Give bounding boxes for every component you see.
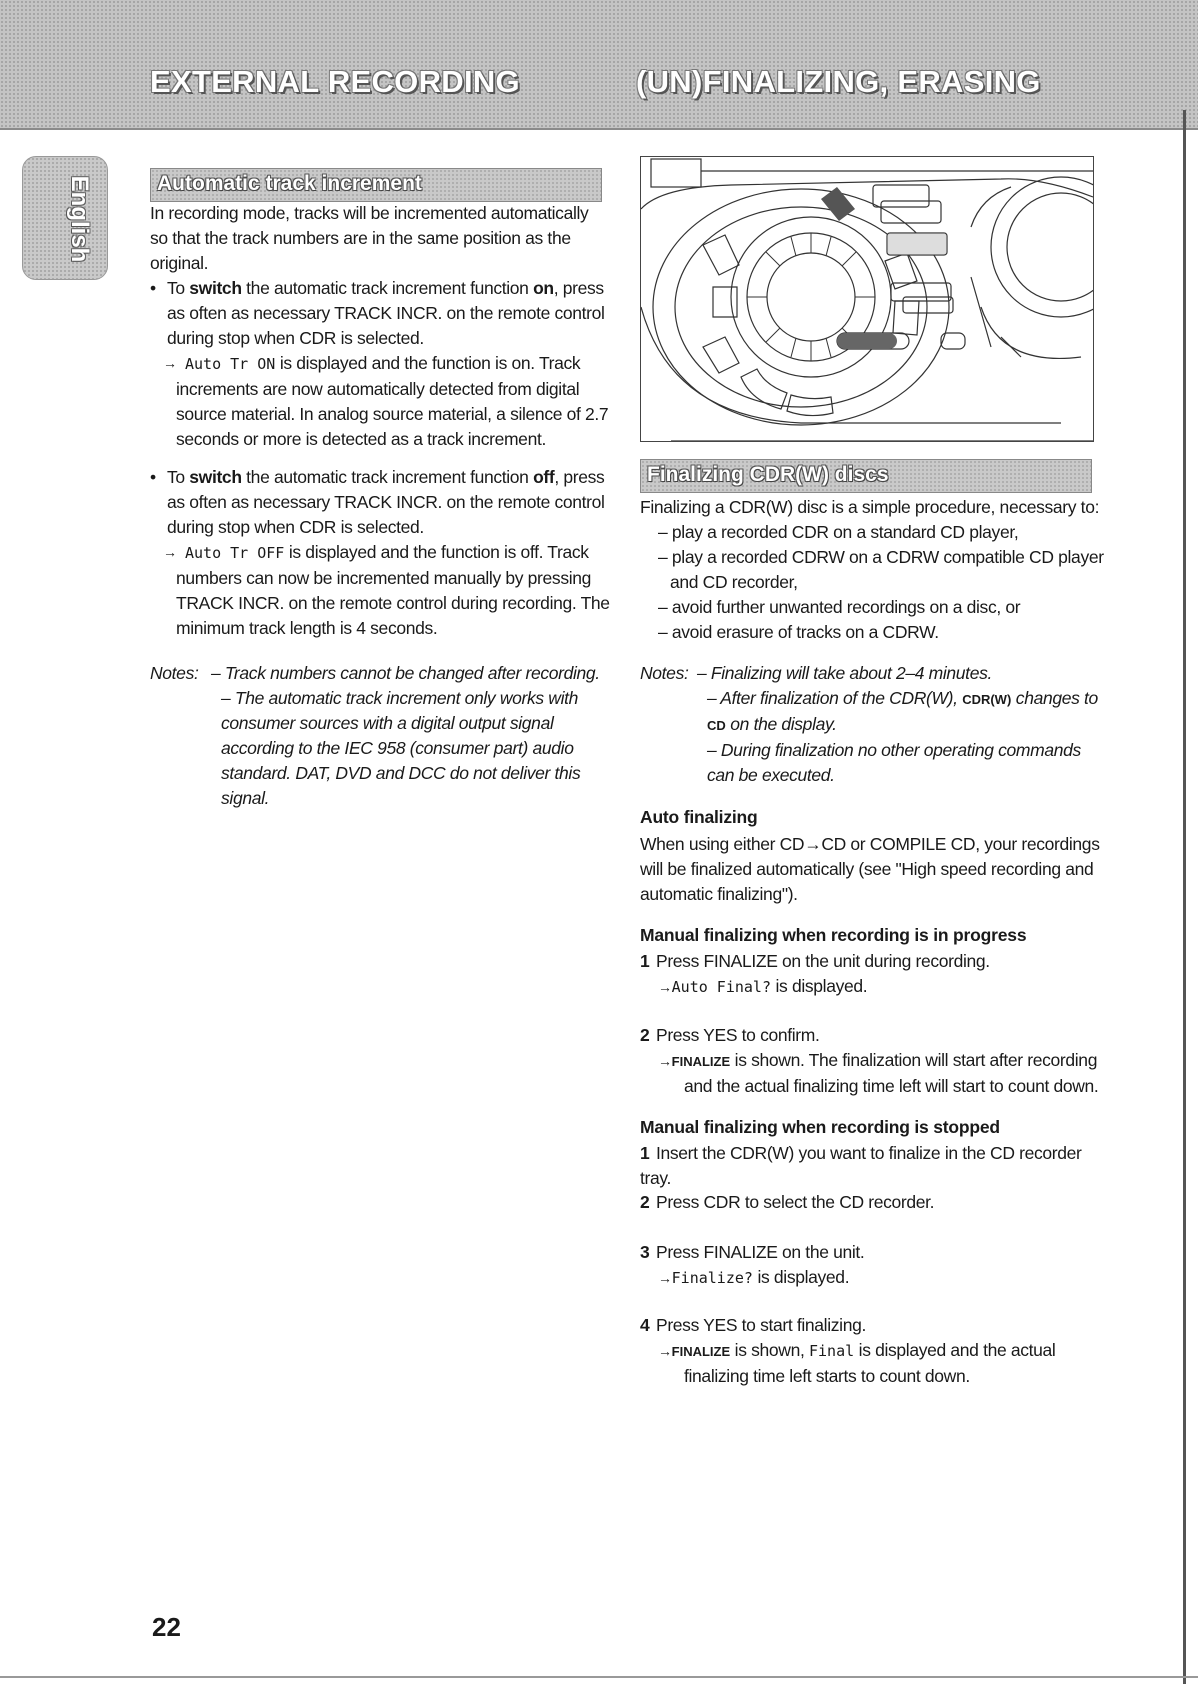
language-tab-label: English xyxy=(66,175,93,263)
intro-paragraph: In recording mode, tracks will be incremented automatically so that the track numbers are in the same position as the original. xyxy=(150,203,589,273)
finalizing-intro: Finalizing a CDR(W) disc is a simple procedure, necessary to: – play a recorded CDR on a standard CD player, – play a recorded CDRW on a CDRW compatible CD player and CD recorder, – avoid further unwanted recordings on a disc, or – avoid erasure of tracks on a CDRW. xyxy=(640,495,1110,645)
section-header-finalizing xyxy=(640,459,1092,493)
subheading-auto-finalizing: Auto finalizing xyxy=(640,807,758,827)
header-title-right: (UN)FINALIZING, ERASING xyxy=(636,64,1041,99)
display-readout: Auto Final? xyxy=(671,978,771,996)
scan-edge-line xyxy=(1183,110,1186,1684)
display-readout: FINALIZE xyxy=(671,1054,731,1069)
arrow-icon: → xyxy=(163,355,177,371)
notes-list xyxy=(211,661,606,811)
language-tab xyxy=(22,156,108,280)
arrow-icon: → xyxy=(658,1343,672,1359)
section-title: Finalizing CDR(W) discs xyxy=(647,463,889,486)
note-item: – Finalizing will take about 2–4 minutes. xyxy=(697,663,992,683)
note-item: – Track numbers cannot be changed after recording. xyxy=(211,663,600,683)
display-readout: Auto Tr ON xyxy=(185,355,276,373)
stopped-step-2: 2 Press CDR to select the CD recorder. xyxy=(640,1192,935,1212)
section-title: Automatic track increment xyxy=(157,172,422,195)
page-number: 22 xyxy=(152,1612,181,1642)
stopped-step-4: 4 Press YES to start finalizing. →FINALIZE is shown, Final is displayed and the actual finalizing time left starts to count down. xyxy=(640,1315,1056,1386)
progress-step-2: 2 Press YES to confirm. →FINALIZE is shown. The finalization will start after recording and the actual finalizing time left will start to count down. xyxy=(640,1025,1099,1096)
bullet-switch-on: • To switch the automatic track increment function on, press as often as necessary TRACK INCR. on the remote control during stop when CDR is selected. → Auto Tr ON is displayed and the function is on. Track increments are now automatically detected from digital source material. In analog source material, a silence of 2.7 seconds or more is detected as a track increment. xyxy=(150,278,609,449)
notes-list xyxy=(697,661,1107,788)
stopped-step-1: 1 Insert the CDR(W) you want to finalize in the CD recorder tray. xyxy=(640,1143,1082,1188)
display-readout: Auto Tr OFF xyxy=(185,544,285,562)
notes-label: Notes: xyxy=(640,663,689,683)
display-readout: Finalize? xyxy=(671,1269,753,1287)
dash-item: – play a recorded CDR on a standard CD player, xyxy=(658,522,1019,542)
stopped-step-3: 3 Press FINALIZE on the unit. →Finalize? is displayed. xyxy=(640,1242,865,1287)
device-panel-drawing xyxy=(641,157,1093,441)
auto-finalizing-text: When using either CD→CD or COMPILE CD, your recordings will be finalized automatically (see "High speed recording and automatic finalizing"). xyxy=(640,834,1100,904)
note-item: – The automatic track increment only works with consumer sources with a digital output signal according to the IEC 958 (consumer part) audio standard. DAT, DVD and DCC do not deliver this signal. xyxy=(221,688,581,808)
note-item: – After finalization of the CDR(W), CDR(W) changes to CD on the display. xyxy=(707,688,1098,734)
subheading-manual-in-progress: Manual finalizing when recording is in progress xyxy=(640,925,1027,945)
notes-label: Notes: xyxy=(150,663,199,683)
progress-step-1: 1 Press FINALIZE on the unit during recording. →Auto Final? is displayed. xyxy=(640,951,990,996)
arrow-icon: → xyxy=(658,979,672,995)
display-readout: FINALIZE xyxy=(671,1344,731,1359)
arrow-icon: → xyxy=(658,1270,672,1286)
device-illustration xyxy=(640,156,1094,442)
header-band xyxy=(0,0,1198,130)
subheading-manual-stopped: Manual finalizing when recording is stopped xyxy=(640,1117,1000,1137)
scan-bottom-line xyxy=(0,1676,1198,1678)
dash-item: – avoid erasure of tracks on a CDRW. xyxy=(658,622,939,642)
bullet-switch-off: • To switch the automatic track increment function off, press as often as necessary TRACK INCR. on the remote control during stop when CDR is selected. → Auto Tr OFF is displayed and the function is off. Track numbers can now be incremented manually by pressing TRACK INCR. on the remote control during recording. The minimum track length is 4 seconds. xyxy=(150,467,610,638)
header-title-left: EXTERNAL RECORDING xyxy=(150,64,520,99)
arrow-icon: → xyxy=(163,544,177,560)
dash-item: – play a recorded CDRW on a CDRW compatible CD player and CD recorder, xyxy=(658,547,1104,592)
note-item: – During finalization no other operating commands can be executed. xyxy=(707,740,1081,785)
display-readout: Final xyxy=(808,1342,855,1360)
dash-item: – avoid further unwanted recordings on a disc, or xyxy=(658,597,1021,617)
section-header-track-increment xyxy=(150,168,602,202)
arrow-icon: → xyxy=(658,1053,672,1069)
